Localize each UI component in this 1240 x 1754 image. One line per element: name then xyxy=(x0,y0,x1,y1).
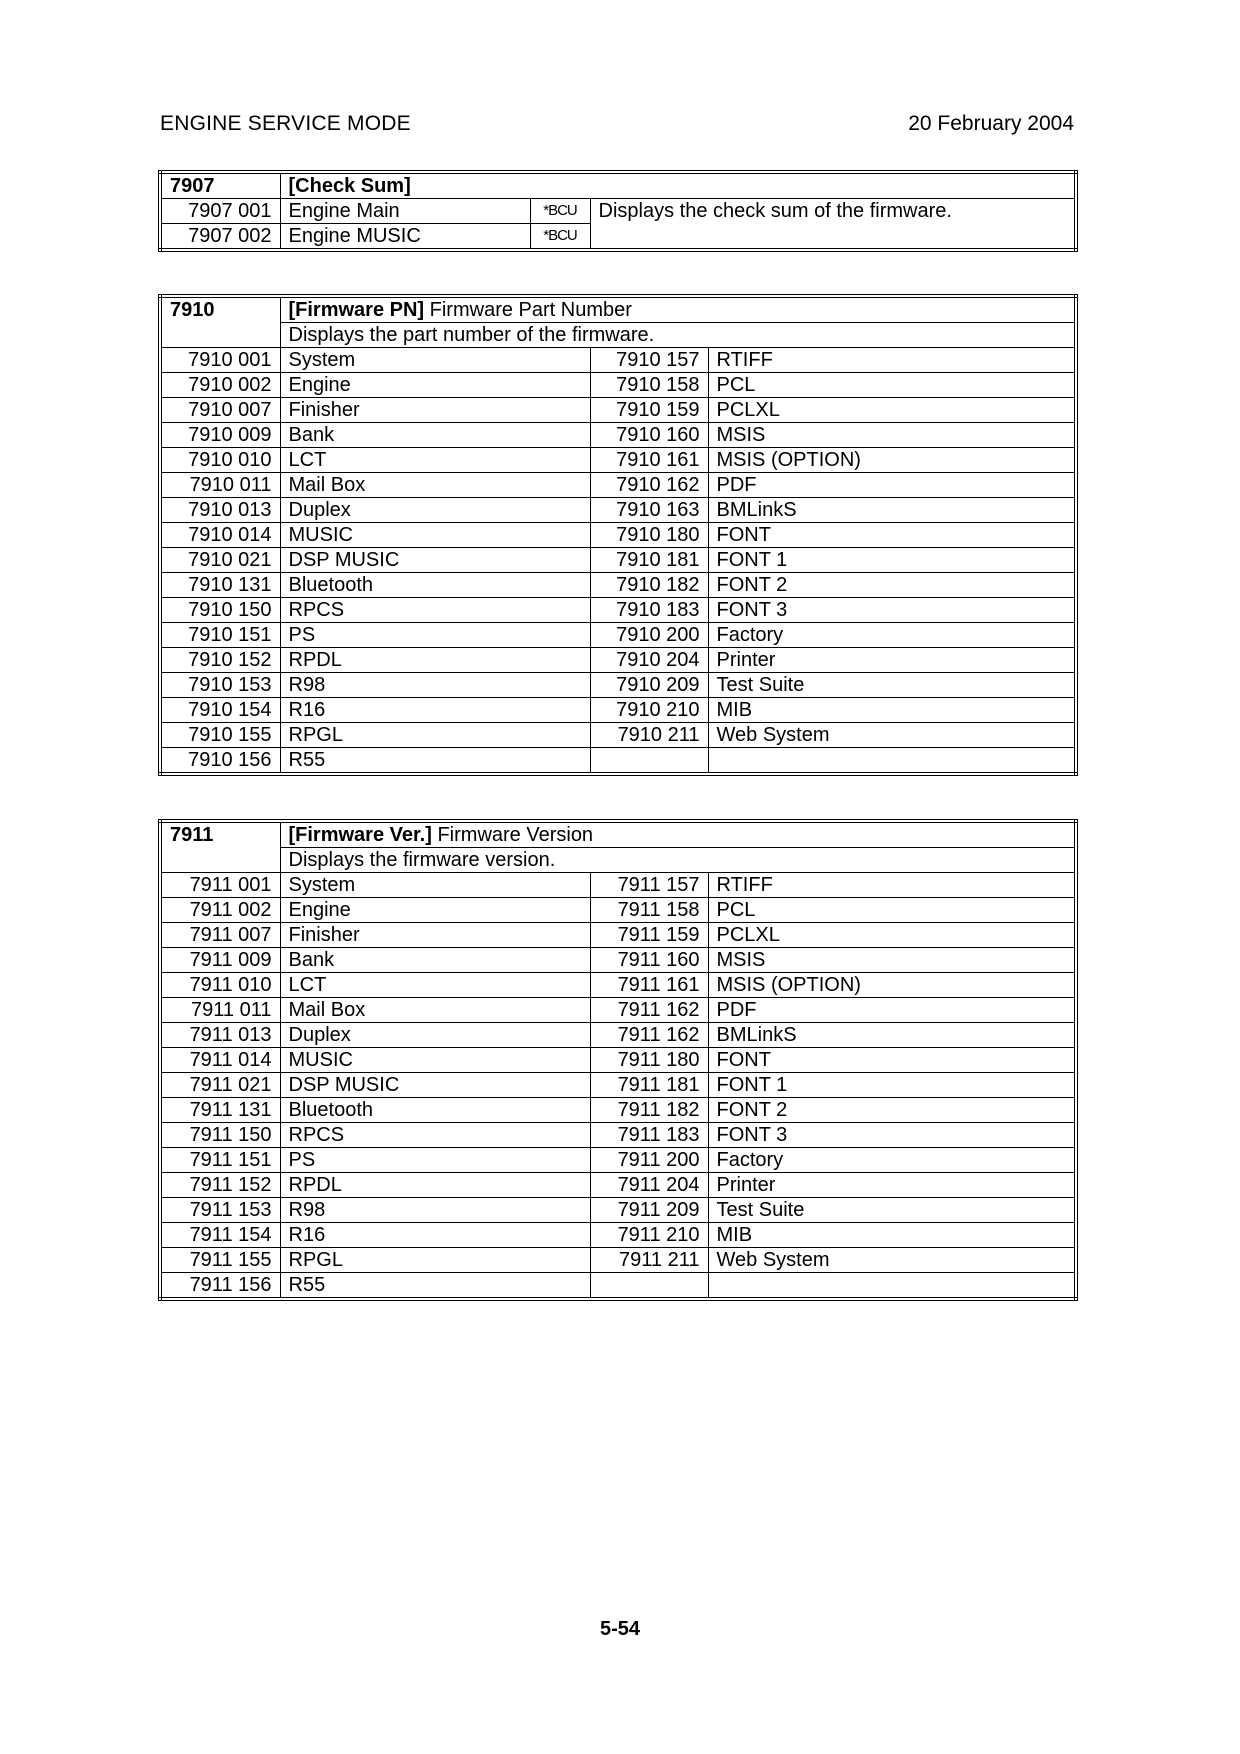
sp-item-name: FONT 3 xyxy=(708,1123,1076,1148)
table-header-row xyxy=(160,296,1076,323)
sp-item-name: PCL xyxy=(708,898,1076,923)
table-row xyxy=(160,923,1076,948)
table-row xyxy=(160,398,1076,423)
sp-subcode: 7910 210 xyxy=(590,698,708,723)
sp-subcode: 7911 156 xyxy=(160,1273,280,1300)
sp-item-name: R98 xyxy=(280,1198,590,1223)
table-row xyxy=(160,1273,1076,1300)
sp-subcode: 7910 007 xyxy=(160,398,280,423)
sp-subcode: 7911 007 xyxy=(160,923,280,948)
sp-item-name: MUSIC xyxy=(280,523,590,548)
sp-mode-badge: *BCU xyxy=(530,224,590,251)
sp-item-name: FONT 2 xyxy=(708,1098,1076,1123)
sp-description: Displays the firmware version. xyxy=(280,848,1076,873)
sp-item-name: LCT xyxy=(280,973,590,998)
sp-subcode: 7911 211 xyxy=(590,1248,708,1273)
sp-item-name: MUSIC xyxy=(280,1048,590,1073)
table-row xyxy=(160,898,1076,923)
sp-subcode: 7910 001 xyxy=(160,348,280,373)
page-number: 5-54 xyxy=(599,1618,641,1640)
table-row xyxy=(160,1023,1076,1048)
table-row xyxy=(160,598,1076,623)
sp-title-bold: [Check Sum] xyxy=(288,175,411,197)
sp-subcode: 7910 161 xyxy=(590,448,708,473)
table-row xyxy=(160,948,1076,973)
sp-subcode: 7910 211 xyxy=(590,723,708,748)
sp-item-name: Test Suite xyxy=(708,673,1076,698)
sp-table-7907 xyxy=(158,170,1078,252)
sp-subcode: 7911 150 xyxy=(160,1123,280,1148)
sp-subcode: 7911 158 xyxy=(590,898,708,923)
sp-item-name xyxy=(708,748,1076,775)
sp-subcode: 7911 010 xyxy=(160,973,280,998)
sp-subcode: 7911 162 xyxy=(590,998,708,1023)
sp-subcode: 7911 161 xyxy=(590,973,708,998)
sp-item-name: RPDL xyxy=(280,648,590,673)
sp-item-name: Engine xyxy=(280,373,590,398)
sp-item-name: R55 xyxy=(280,1273,590,1300)
sp-subcode: 7911 151 xyxy=(160,1148,280,1173)
sp-subcode: 7910 162 xyxy=(590,473,708,498)
table-row xyxy=(160,1048,1076,1073)
sp-subcode: 7911 152 xyxy=(160,1173,280,1198)
sp-item-name: PCL xyxy=(708,373,1076,398)
table-description-row xyxy=(160,848,1076,873)
sp-subcode: 7911 180 xyxy=(590,1048,708,1073)
sp-subcode: 7910 021 xyxy=(160,548,280,573)
sp-item-name: PCLXL xyxy=(708,398,1076,423)
sp-item-name: Mail Box xyxy=(280,998,590,1023)
sp-subcode: 7910 014 xyxy=(160,523,280,548)
table-row xyxy=(160,448,1076,473)
table-row xyxy=(160,498,1076,523)
sp-subcode: 7911 011 xyxy=(160,998,280,1023)
sp-subcode: 7910 180 xyxy=(590,523,708,548)
sp-item-name: Printer xyxy=(708,648,1076,673)
sp-subcode: 7910 011 xyxy=(160,473,280,498)
sp-subcode: 7910 183 xyxy=(590,598,708,623)
sp-item-name: MSIS (OPTION) xyxy=(708,973,1076,998)
sp-subcode: 7910 002 xyxy=(160,373,280,398)
sp-item-name: RPCS xyxy=(280,1123,590,1148)
sp-item-name: System xyxy=(280,348,590,373)
sp-subcode: 7910 155 xyxy=(160,723,280,748)
sp-item-name: RPCS xyxy=(280,598,590,623)
table-row xyxy=(160,623,1076,648)
sp-subcode: 7910 152 xyxy=(160,648,280,673)
sp-subcode: 7911 183 xyxy=(590,1123,708,1148)
sp-item-name: Printer xyxy=(708,1173,1076,1198)
sp-subcode: 7910 131 xyxy=(160,573,280,598)
sp-subcode: 7910 200 xyxy=(590,623,708,648)
sp-description: Displays the part number of the firmware. xyxy=(280,323,1076,348)
sp-item-name: MSIS (OPTION) xyxy=(708,448,1076,473)
sp-title xyxy=(280,172,1076,199)
sp-subcode: 7911 160 xyxy=(590,948,708,973)
sp-subcode: 7911 014 xyxy=(160,1048,280,1073)
sp-title-text: Firmware Part Number xyxy=(424,299,632,321)
sp-item-name: R16 xyxy=(280,698,590,723)
sp-item-name: Bluetooth xyxy=(280,573,590,598)
sp-subcode: 7910 013 xyxy=(160,498,280,523)
table-row xyxy=(160,1148,1076,1173)
sp-item-name: MSIS xyxy=(708,423,1076,448)
sp-subcode: 7911 209 xyxy=(590,1198,708,1223)
table-header-row xyxy=(160,821,1076,848)
table-row xyxy=(160,648,1076,673)
sp-item-name: R55 xyxy=(280,748,590,775)
sp-subcode: 7911 155 xyxy=(160,1248,280,1273)
sp-item-name: FONT 1 xyxy=(708,1073,1076,1098)
sp-item-name: Engine MUSIC xyxy=(280,224,530,251)
sp-subcode: 7910 009 xyxy=(160,423,280,448)
sp-item-name: RPGL xyxy=(280,723,590,748)
sp-subcode xyxy=(590,1273,708,1300)
sp-code-spacer xyxy=(160,323,280,348)
sp-subcode: 7911 157 xyxy=(590,873,708,898)
sp-subcode: 7911 204 xyxy=(590,1173,708,1198)
table-header-row xyxy=(160,172,1076,199)
sp-item-name: Web System xyxy=(708,723,1076,748)
table-row xyxy=(160,1098,1076,1123)
table-row xyxy=(160,523,1076,548)
sp-table-body xyxy=(160,348,1076,775)
sp-item-name: Bluetooth xyxy=(280,1098,590,1123)
table-row xyxy=(160,1198,1076,1223)
sp-table-7910 xyxy=(158,294,1078,776)
sp-item-name: Bank xyxy=(280,948,590,973)
sp-item-name: MSIS xyxy=(708,948,1076,973)
table-row xyxy=(160,473,1076,498)
sp-item-name: Mail Box xyxy=(280,473,590,498)
sp-mode-badge: *BCU xyxy=(530,199,590,224)
sp-subcode: 7910 159 xyxy=(590,398,708,423)
sp-subcode: 7907 001 xyxy=(160,199,280,224)
sp-item-name: Bank xyxy=(280,423,590,448)
sp-item-name: FONT xyxy=(708,1048,1076,1073)
sp-item-name: Duplex xyxy=(280,498,590,523)
sp-subcode: 7910 151 xyxy=(160,623,280,648)
sp-subcode: 7910 157 xyxy=(590,348,708,373)
sp-code: 7907 xyxy=(160,172,280,199)
sp-subcode: 7911 002 xyxy=(160,898,280,923)
table-row xyxy=(160,573,1076,598)
sp-item-name: FONT 1 xyxy=(708,548,1076,573)
table-row xyxy=(160,873,1076,898)
sp-item-name: R16 xyxy=(280,1223,590,1248)
table-row xyxy=(160,1223,1076,1248)
table-row xyxy=(160,199,1076,224)
sp-subcode: 7910 204 xyxy=(590,648,708,673)
table-row xyxy=(160,373,1076,398)
sp-code: 7910 xyxy=(160,296,280,323)
sp-code: 7911 xyxy=(160,821,280,848)
sp-item-name: RTIFF xyxy=(708,873,1076,898)
sp-subcode: 7911 153 xyxy=(160,1198,280,1223)
sp-item-name: FONT xyxy=(708,523,1076,548)
sp-item-name: FONT 2 xyxy=(708,573,1076,598)
sp-subcode: 7910 160 xyxy=(590,423,708,448)
table-row xyxy=(160,348,1076,373)
sp-code-spacer xyxy=(160,848,280,873)
table-description-row xyxy=(160,323,1076,348)
sp-item-name: PDF xyxy=(708,998,1076,1023)
sp-item-name: System xyxy=(280,873,590,898)
sp-item-name: Engine Main xyxy=(280,199,530,224)
sp-subcode: 7911 181 xyxy=(590,1073,708,1098)
sp-item-name: FONT 3 xyxy=(708,598,1076,623)
running-header-date: 20 February 2004 xyxy=(908,112,1074,135)
sp-title xyxy=(280,296,1076,323)
sp-item-name: RPDL xyxy=(280,1173,590,1198)
sp-subcode: 7910 150 xyxy=(160,598,280,623)
sp-item-name: PS xyxy=(280,623,590,648)
sp-description: Displays the check sum of the firmware. xyxy=(590,199,1076,251)
running-header-title: ENGINE SERVICE MODE xyxy=(160,112,411,135)
sp-item-name: PS xyxy=(280,1148,590,1173)
sp-subcode: 7910 153 xyxy=(160,673,280,698)
sp-item-name: RPGL xyxy=(280,1248,590,1273)
sp-item-name: Duplex xyxy=(280,1023,590,1048)
sp-item-name: Engine xyxy=(280,898,590,923)
sp-title xyxy=(280,821,1076,848)
sp-item-name: BMLinkS xyxy=(708,1023,1076,1048)
table-row xyxy=(160,748,1076,775)
sp-subcode: 7911 001 xyxy=(160,873,280,898)
sp-subcode: 7910 158 xyxy=(590,373,708,398)
sp-subcode: 7907 002 xyxy=(160,224,280,251)
table-row xyxy=(160,548,1076,573)
table-row xyxy=(160,973,1076,998)
sp-subcode: 7911 200 xyxy=(590,1148,708,1173)
sp-table-body xyxy=(160,873,1076,1300)
sp-item-name: MIB xyxy=(708,698,1076,723)
sp-item-name: Finisher xyxy=(280,923,590,948)
table-row xyxy=(160,698,1076,723)
sp-item-name xyxy=(708,1273,1076,1300)
sp-subcode xyxy=(590,748,708,775)
sp-subcode: 7911 013 xyxy=(160,1023,280,1048)
sp-item-name: PDF xyxy=(708,473,1076,498)
sp-subcode: 7910 209 xyxy=(590,673,708,698)
sp-item-name: DSP MUSIC xyxy=(280,548,590,573)
sp-item-name: RTIFF xyxy=(708,348,1076,373)
table-row xyxy=(160,1073,1076,1098)
sp-title-text: Firmware Version xyxy=(431,824,594,846)
table-row xyxy=(160,673,1076,698)
sp-item-name: PCLXL xyxy=(708,923,1076,948)
sp-subcode: 7910 156 xyxy=(160,748,280,775)
sp-item-name: R98 xyxy=(280,673,590,698)
sp-subcode: 7910 163 xyxy=(590,498,708,523)
sp-title-bold: [Firmware PN] xyxy=(288,299,425,321)
sp-subcode: 7910 010 xyxy=(160,448,280,473)
sp-table-7911 xyxy=(158,819,1078,1301)
sp-subcode: 7911 154 xyxy=(160,1223,280,1248)
table-row xyxy=(160,723,1076,748)
sp-subcode: 7911 182 xyxy=(590,1098,708,1123)
sp-subcode: 7911 210 xyxy=(590,1223,708,1248)
sp-item-name: Test Suite xyxy=(708,1198,1076,1223)
table-row xyxy=(160,1248,1076,1273)
sp-title-bold: [Firmware Ver.] xyxy=(288,824,432,846)
sp-subcode: 7910 181 xyxy=(590,548,708,573)
sp-item-name: Web System xyxy=(708,1248,1076,1273)
sp-item-name: Finisher xyxy=(280,398,590,423)
sp-subcode: 7911 131 xyxy=(160,1098,280,1123)
sp-item-name: LCT xyxy=(280,448,590,473)
table-row xyxy=(160,1173,1076,1198)
sp-item-name: MIB xyxy=(708,1223,1076,1248)
sp-item-name: DSP MUSIC xyxy=(280,1073,590,1098)
sp-item-name: Factory xyxy=(708,623,1076,648)
sp-subcode: 7911 009 xyxy=(160,948,280,973)
sp-subcode: 7910 154 xyxy=(160,698,280,723)
table-row xyxy=(160,423,1076,448)
table-row xyxy=(160,998,1076,1023)
sp-subcode: 7911 021 xyxy=(160,1073,280,1098)
sp-subcode: 7911 159 xyxy=(590,923,708,948)
sp-item-name: BMLinkS xyxy=(708,498,1076,523)
table-row xyxy=(160,1123,1076,1148)
sp-subcode: 7910 182 xyxy=(590,573,708,598)
sp-subcode: 7911 162 xyxy=(590,1023,708,1048)
sp-item-name: Factory xyxy=(708,1148,1076,1173)
